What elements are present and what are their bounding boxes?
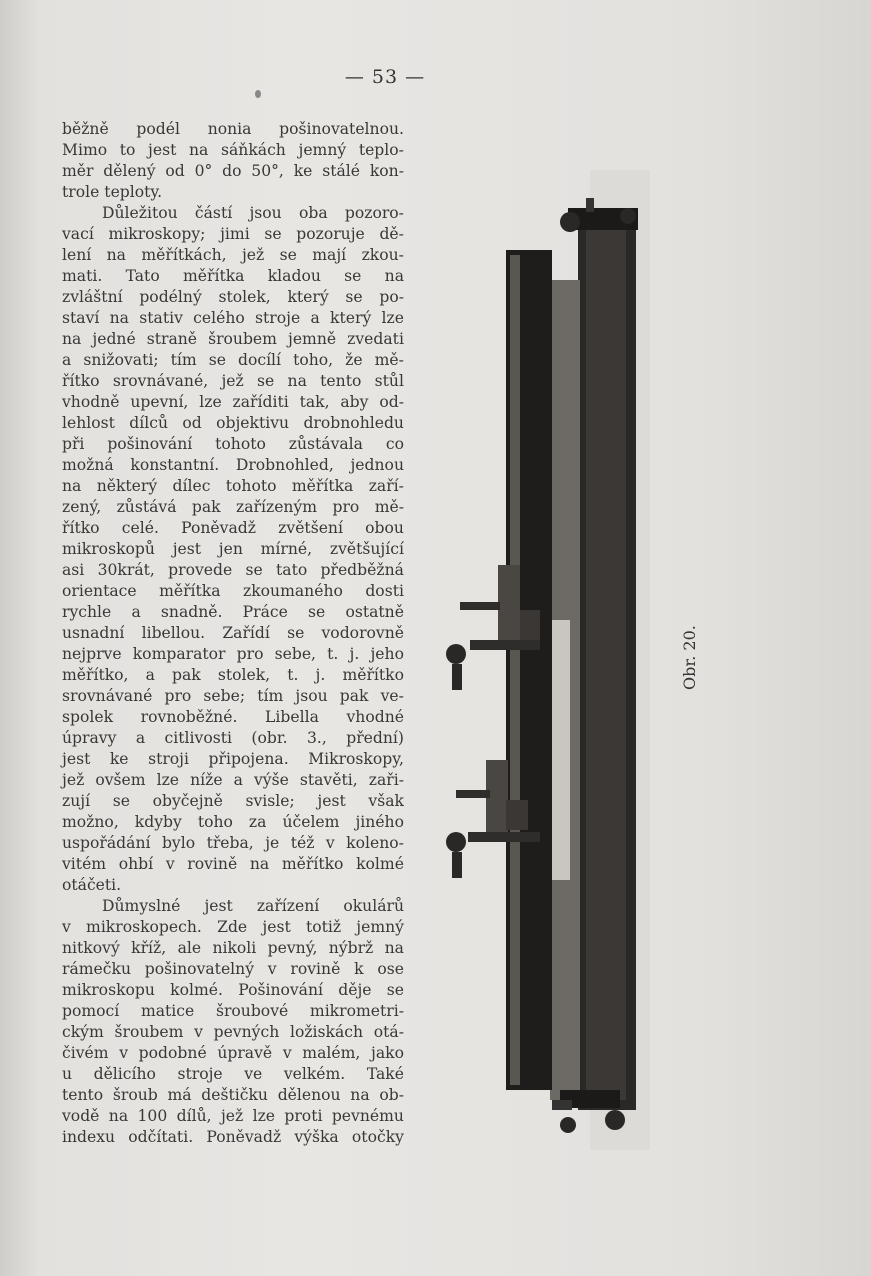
text-line: možno, kdyby toho za účelem jiného <box>62 813 404 831</box>
text-line: vací mikroskopy; jimi se pozoruje dě- <box>62 225 404 243</box>
text-line: Mimo to jest na sáňkách jemný teplo- <box>62 141 404 159</box>
text-line: běžně podél nonia pošinovatelnou. <box>62 120 404 138</box>
text-line: mati. Tato měřítka kladou se na <box>62 267 404 285</box>
text-line: možná konstantní. Drobnohled, jednou <box>62 456 404 474</box>
text-line: a snižovati; tím se docílí toho, že mě- <box>62 351 404 369</box>
text-line: na některý dílec tohoto měřítka zaří- <box>62 477 404 495</box>
text-line: staví na stativ celého stroje a který lze <box>62 309 404 327</box>
text-line: vodě na 100 dílů, jež lze proti pevnému <box>62 1107 404 1125</box>
text-line: ckým šroubem v pevných ložiskách otá- <box>62 1023 404 1041</box>
text-line: čivém v podobné úpravě v malém, jako <box>62 1044 404 1062</box>
text-line: otáčeti. <box>62 876 122 894</box>
text-line: Důležitou částí jsou oba pozoro- <box>102 204 404 222</box>
text-line: rámečku pošinovatelný v rovině k ose <box>62 960 404 978</box>
text-line: Důmyslné jest zařízení okulárů <box>102 897 404 915</box>
text-line: vitém ohbí v rovině na měřítko kolmé <box>62 855 404 873</box>
text-line: rychle a snadně. Práce se ostatně <box>62 603 404 621</box>
comparator-figure <box>440 170 670 1150</box>
text-line: nitkový kříž, ale nikoli pevný, nýbrž na <box>62 939 404 957</box>
page-number: — 53 — <box>344 66 426 88</box>
text-line: vhodně upevní, lze zaříditi tak, aby od- <box>62 393 404 411</box>
text-line: jest ke stroji připojena. Mikroskopy, <box>62 750 404 768</box>
figure-label: Obr. 20. <box>680 625 699 690</box>
text-line: lehlost dílců od objektivu drobnohledu <box>62 414 404 432</box>
text-line: indexu odčítati. Poněvadž výška otočky <box>62 1128 404 1146</box>
text-line: na jedné straně šroubem jemně zvedati <box>62 330 404 348</box>
text-line: pomocí matice šroubové mikrometri- <box>62 1002 404 1020</box>
text-line: zený, zůstává pak zařízeným pro mě- <box>62 498 404 516</box>
text-line: úpravy a citlivosti (obr. 3., přední) <box>62 729 404 747</box>
text-line: jež ovšem lze níže a výše stavěti, zaři- <box>62 771 404 789</box>
text-line: uspořádání bylo třeba, je též v koleno- <box>62 834 404 852</box>
text-line: usnadní libellou. Zařídí se vodorovně <box>62 624 404 642</box>
page-speck <box>255 90 261 98</box>
text-line: mikroskopů jest jen mírné, zvětšující <box>62 540 404 558</box>
text-line: v mikroskopech. Zde jest totiž jemný <box>62 918 404 936</box>
text-line: nejprve komparator pro sebe, t. j. jeho <box>62 645 404 663</box>
text-line: lení na měřítkách, jež se mají zkou- <box>62 246 404 264</box>
text-line: zují se obyčejně svisle; jest však <box>62 792 404 810</box>
text-line: orientace měřítka zkoumaného dosti <box>62 582 404 600</box>
text-line: při pošinování tohoto zůstávala co <box>62 435 404 453</box>
text-line: tento šroub má deštičku dělenou na ob- <box>62 1086 404 1104</box>
text-line: trole teploty. <box>62 183 163 201</box>
text-line: u dělicího stroje ve velkém. Také <box>62 1065 404 1083</box>
text-line: měřítko, a pak stolek, t. j. měřítko <box>62 666 404 684</box>
text-line: asi 30krát, provede se tato předběžná <box>62 561 404 579</box>
body-text <box>62 119 404 1148</box>
text-line: zvláštní podélný stolek, který se po- <box>62 288 404 306</box>
text-line: mikroskopu kolmé. Pošinování děje se <box>62 981 404 999</box>
text-line: spolek rovnoběžné. Libella vhodné <box>62 708 404 726</box>
text-line: řítko celé. Poněvadž zvětšení obou <box>62 519 404 537</box>
text-line: měr dělený od 0° do 50°, ke stálé kon- <box>62 162 404 180</box>
text-line: srovnávané pro sebe; tím jsou pak ve- <box>62 687 404 705</box>
text-line: řítko srovnávané, jež se na tento stůl <box>62 372 404 390</box>
